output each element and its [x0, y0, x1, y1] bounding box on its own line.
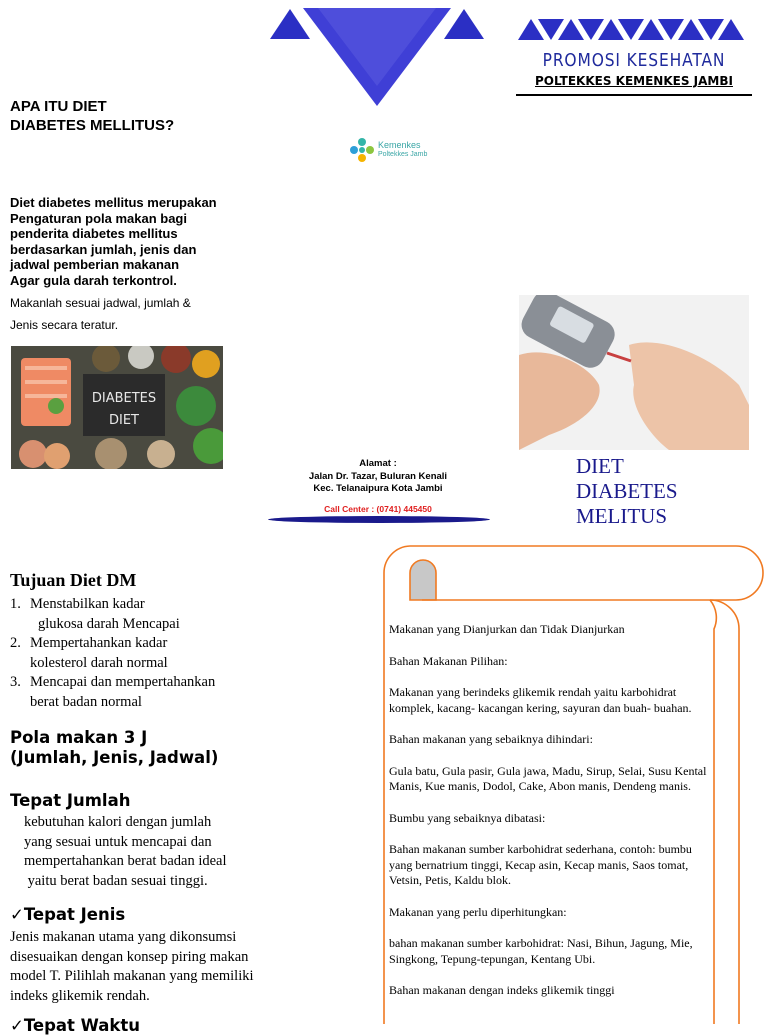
address-underline-decoration: [268, 516, 490, 523]
tepat-jenis-text: [10, 928, 290, 1006]
header-triangle-decoration: [268, 6, 486, 110]
intro-heading: [10, 97, 174, 135]
address-block: [268, 458, 488, 496]
cover-title: [576, 454, 678, 529]
pola-makan-heading: [10, 728, 218, 768]
paragraph-line: disesuaikan dengan konsep piring makan: [10, 948, 249, 965]
intro-heading-line: APA ITU DIET: [10, 98, 107, 115]
intro-line: Agar gula darah terkontrol.: [10, 272, 177, 288]
kemenkes-logo-icon: [348, 136, 376, 164]
tujuan-heading: Tujuan Diet DM: [10, 570, 137, 590]
scroll-panel-text: [389, 622, 711, 1015]
paragraph-line: model T. Pilihlah makanan yang memiliki: [10, 968, 254, 984]
intro-definition: [10, 195, 265, 288]
scroll-paragraph: Makanan yang perlu diperhitungkan:: [389, 904, 567, 919]
scroll-paragraph: Bahan Makanan Pilihan:: [389, 653, 508, 668]
board-text-diet: DIET: [109, 413, 139, 428]
cover-title-line: DIET: [576, 454, 624, 478]
tepat-jumlah-heading: Tepat Jumlah: [10, 791, 131, 810]
kemenkes-logo: [348, 136, 458, 166]
scroll-paragraph: Gula batu, Gula pasir, Gula jawa, Madu, Sirup, Selai, Susu Kental Manis, Kue manis, Dodol, Cake, Abon manis, Dendeng manis.: [389, 763, 707, 793]
address-line: Jalan Dr. Tazar, Buluran Kenali: [308, 470, 448, 482]
intro-advice-line: Jenis secara teratur.: [10, 318, 119, 332]
tepat-waktu-heading: ✓Tepat Waktu: [10, 1016, 141, 1035]
intro-line: jadwal pemberian makanan: [10, 257, 180, 272]
list-item: [10, 595, 260, 634]
address-line: Kec. Telanaipura Kota Jambi: [313, 483, 443, 494]
cover-title-line: MELITUS: [576, 504, 667, 528]
tepat-jumlah-text: [24, 813, 274, 891]
scroll-paragraph: Bahan makanan yang sebaiknya dihindari:: [389, 732, 593, 746]
paragraph-line: yang sesuai untuk mencapai dan: [24, 833, 212, 850]
intro-advice-line: Makanlah sesuai jadwal, jumlah &: [10, 296, 191, 310]
paragraph-line: yaitu berat badan sesuai tinggi.: [24, 872, 208, 889]
promo-title: PROMOSI KESEHATAN: [542, 50, 726, 71]
list-number: 2.: [10, 635, 21, 651]
paragraph-line: Jenis makanan utama yang dikonsumsi: [10, 929, 237, 945]
logo-text-kemenkes: Kemenkes: [378, 140, 421, 150]
diabetes-diet-food-photo: [11, 346, 223, 469]
tepat-jenis-heading: ✓Tepat Jenis: [10, 905, 126, 924]
list-item: [10, 673, 260, 712]
list-item-line: Mencapai dan mempertahankan: [30, 674, 216, 690]
call-center: Call Center : (0741) 445450: [324, 504, 432, 514]
intro-advice: [10, 292, 265, 336]
promo-subtitle: POLTEKKES KEMENKES JAMBI: [535, 74, 733, 88]
list-item-line: berat badan normal: [30, 693, 142, 710]
pola-line: Pola makan 3 J: [10, 728, 148, 747]
paragraph-line: mempertahankan berat badan ideal: [24, 853, 227, 869]
intro-line: Pengaturan pola makan bagi: [10, 210, 187, 226]
tujuan-list: [10, 595, 260, 712]
board-text-diabetes: DIABETES: [91, 391, 157, 406]
scroll-paragraph: Bahan makanan sumber karbohidrat sederhana, contoh: bumbu yang bernatrium tinggi, Kecap asin, Kecap manis, Saos tomat, Vetsin, Petis, Kaldu blok.: [389, 842, 692, 887]
logo-text-poltekkes: Poltekkes Jamb: [378, 151, 428, 158]
pola-line: (Jumlah, Jenis, Jadwal): [10, 748, 219, 767]
header-zigzag-decoration: [518, 18, 750, 42]
scroll-paragraph: Bumbu yang sebaiknya dibatasi:: [389, 810, 546, 825]
list-number: 3.: [10, 674, 21, 690]
address-label: Alamat :: [359, 458, 397, 469]
list-item-line: Mempertahankan kadar: [30, 635, 168, 651]
list-item-line: Menstabilkan kadar: [30, 596, 145, 612]
scroll-paragraph: Makanan yang berindeks glikemik rendah yaitu karbohidrat komplek, kacang- kacangan kering, sayuran dan buah- buahan.: [389, 685, 692, 715]
list-item: [10, 634, 260, 673]
intro-heading-line: DIABETES MELLITUS?: [10, 117, 175, 134]
list-item-line: kolesterol darah normal: [30, 654, 168, 671]
paragraph-line: indeks glikemik rendah.: [10, 987, 150, 1004]
intro-line: penderita diabetes mellitus: [10, 226, 178, 241]
list-item-line: glukosa darah Mencapai: [38, 615, 180, 632]
intro-line: Diet diabetes mellitus merupakan: [10, 195, 217, 210]
promo-underline: [516, 94, 752, 96]
scroll-paragraph: Bahan makanan dengan indeks glikemik tinggi: [389, 983, 615, 997]
list-number: 1.: [10, 596, 21, 612]
cover-title-line: DIABETES: [576, 479, 678, 503]
glucose-meter-photo: [519, 295, 749, 450]
scroll-paragraph: bahan makanan sumber karbohidrat: Nasi, Bihun, Jagung, Mie, Singkong, Tepung-tepungan, Kentang Ubi.: [389, 936, 693, 966]
intro-line: berdasarkan jumlah, jenis dan: [10, 241, 197, 257]
paragraph-line: kebutuhan kalori dengan jumlah: [24, 814, 212, 830]
scroll-paragraph: Makanan yang Dianjurkan dan Tidak Dianjurkan: [389, 622, 625, 636]
